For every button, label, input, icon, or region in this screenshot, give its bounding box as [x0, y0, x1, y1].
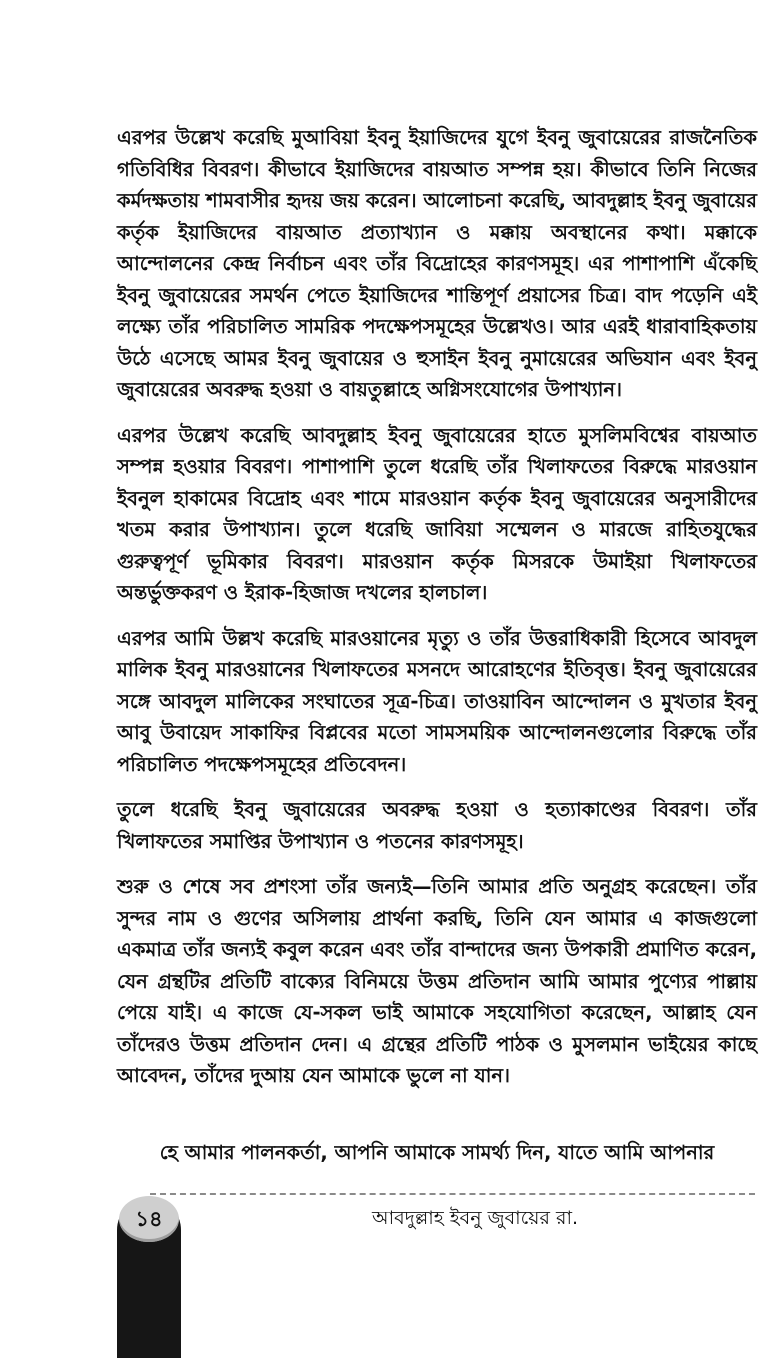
- page-number: ১৪: [119, 1196, 179, 1242]
- paragraph-1: এরপর উল্লেখ করেছি মুআবিয়া ইবনু ইয়াজিদের যুগে ইবনু জুবায়েরের রাজনৈতিক গতিবিধির বিবরণ। কীভাবে ইয়াজিদের বায়আত সম্পন্ন হয়। কীভাবে তিনি নিজের কর্মদক্ষতায় শামবাসীর হৃদয় জয় করেন। আলোচনা করেছি, আবদুল্লাহ ইবনু জুবায়ের কর্তৃক ইয়াজিদের বায়আত প্রত্যাখ্যান ও মক্কায় অবস্থানের কথা। মক্কাকে আন্দোলনের কেন্দ্র নির্বাচন এবং তাঁর বিদ্রোহের কারণসমূহ। এর পাশাপাশি এঁকেছি ইবনু জুবায়েরের সমর্থন পেতে ইয়াজিদের শান্তিপূর্ণ প্রয়াসের চিত্র। বাদ পড়েনি এই লক্ষ্যে তাঁর পরিচালিত সামরিক পদক্ষেপসমূহের উল্লেখও। আর এরই ধারাবাহিকতায় উঠে এসেছে আমর ইবনু জুবায়ের ও হুসাইন ইবনু নুমায়েরের অভিযান এবং ইবনু জুবায়েরের অবরুদ্ধ হওয়া ও বায়তুল্লাহে অগ্নিসংযোগের উপাখ্যান।: [117, 126, 757, 401]
- prayer-line: হে আমার পালনকর্তা, আপনি আমাকে সামর্থ্য দিন, যাতে আমি আপনার: [159, 1141, 715, 1164]
- paragraph-5: শুরু ও শেষে সব প্রশংসা তাঁর জন্যই—তিনি আমার প্রতি অনুগ্রহ করেছেন। তাঁর সুন্দর নাম ও গুণের অসিলায় প্রার্থনা করছি, তিনি যেন আমার এ কাজগুলো একমাত্র তাঁর জন্যই কবুল করেন এবং তাঁর বান্দাদের জন্য উপকারী প্রমাণিত করেন, যেন গ্রন্থটির প্রতিটি বাক্যের বিনিময়ে উত্তম প্রতিদান আমি আমার পুণ্যের পাল্লায় পেয়ে যাই। এ কাজে যে-সকল ভাই আমাকে সহযোগিতা করেছেন, আল্লাহ যেন তাঁদেরও উত্তম প্রতিদান দেন। এ গ্রন্থের প্রতিটি পাঠক ও মুসলমান ভাইয়ের কাছে আবেদন, তাঁদের দুআয় যেন আমাকে ভুলে না যান।: [117, 875, 757, 1087]
- paragraph-2: এরপর উল্লেখ করেছি আবদুল্লাহ ইবনু জুবায়েরের হাতে মুসলিমবিশ্বের বায়আত সম্পন্ন হওয়ার বিবরণ। পাশাপাশি তুলে ধরেছি তাঁর খিলাফতের বিরুদ্ধে মারওয়ান ইবনুল হাকামের বিদ্রোহ এবং শামে মারওয়ান কর্তৃক ইবনু জুবায়েরের অনুসারীদের খতম করার উপাখ্যান। তুলে ধরেছি জাবিয়া সম্মেলন ও মারজে রাহিতযুদ্ধের গুরুত্বপূর্ণ ভূমিকার বিবরণ। মারওয়ান কর্তৃক মিসরকে উমাইয়া খিলাফতের অন্তর্ভুক্তকরণ ও ইরাক-হিজাজ দখলের হালচাল।: [117, 423, 757, 604]
- paragraph-3: এরপর আমি উল্লখ করেছি মারওয়ানের মৃত্যু ও তাঁর উত্তরাধিকারী হিসেবে আবদুল মালিক ইবনু মারওয়ানের খিলাফতের মসনদে আরোহণের ইতিবৃত্ত। ইবনু জুবায়েরের সঙ্গে আবদুল মালিকের সংঘাতের সূত্র-চিত্র। তাওয়াবিন আন্দোলন ও মুখতার ইবনু আবু উবায়েদ সাকাফির বিপ্লবের মতো সামসময়িক আন্দোলনগুলোর বিরুদ্ধে তাঁর পরিচালিত পদক্ষেপসমূহের প্রতিবেদন।: [117, 626, 757, 776]
- footer-divider: [150, 1193, 755, 1195]
- running-title: আবদুল্লাহ ইবনু জুবায়ের রা.: [371, 1207, 578, 1229]
- body-text: [117, 122, 757, 1106]
- paragraph-4: তুলে ধরেছি ইবনু জুবায়েরের অবরুদ্ধ হওয়া ও হত্যাকাণ্ডের বিবরণ। তাঁর খিলাফতের সমাপ্তির উপাখ্যান ও পতনের কারণসমূহ।: [117, 798, 757, 853]
